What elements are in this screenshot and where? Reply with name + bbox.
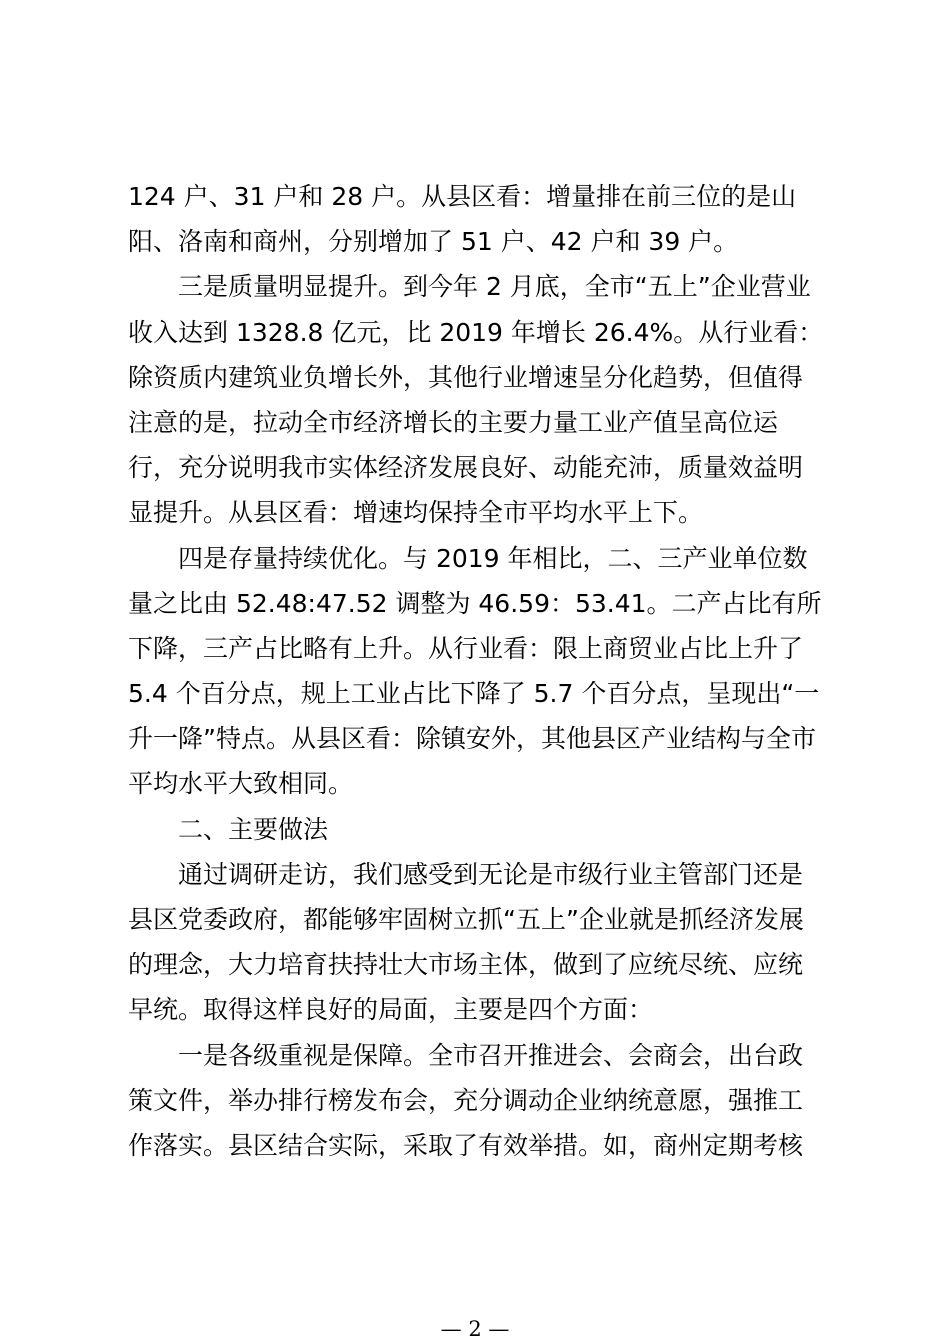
text-line: 量之比由 52.48:47.52 调整为 46.59：53.41。二产占比有所 [128,588,822,618]
text-line: 升一降”特点。从县区看：除镇安外，其他县区产业结构与全市 [128,724,816,754]
text-line: 阳、洛南和商州，分别增加了 51 户、42 户和 39 户。 [128,227,739,257]
body-text [128,174,833,1168]
paragraph-start-line: 三是质量明显提升。到今年 2 月底，全市“五上”企业营业 [178,272,811,302]
paragraph-start-line: 四是存量持续优化。与 2019 年相比，二、三产业单位数 [178,543,808,573]
text-line: 作落实。县区结合实际，采取了有效举措。如，商州定期考核 [128,1130,804,1160]
text-line: 县区党委政府，都能够牢固树立抓“五上”企业就是抓经济发展 [128,905,804,934]
text-line: 124 户、31 户和 28 户。从县区看：增量排在前三位的是山 [128,182,797,211]
text-line: 除资质内建筑业负增长外，其他行业增速呈分化趋势，但值得 [128,362,804,392]
text-line: 早统。取得这样良好的局面，主要是四个方面： [128,995,654,1025]
text-line: 行，充分说明我市实体经济发展良好、动能充沛，质量效益明 [128,453,804,483]
text-line: 策文件，举办排行榜发布会，充分调动企业纳统意愿，强推工 [128,1085,804,1115]
text-line: 显提升。从县区看：增速均保持全市平均水平上下。 [128,498,704,528]
text-line: 平均水平大致相同。 [128,769,354,799]
section-heading: 二、主要做法 [178,814,329,844]
text-line: 5.4 个百分点，规上工业占比下降了 5.7 个百分点，呈现出“一 [128,679,820,709]
paragraph-start-line: 通过调研走访，我们感受到无论是市级行业主管部门还是 [178,859,804,889]
page-number: — 2 — [440,1317,510,1341]
paragraph-start-line: 一是各级重视是保障。全市召开推进会、会商会，出台政 [178,1040,804,1070]
text-line: 注意的是，拉动全市经济增长的主要力量工业产值呈高位运 [128,407,779,437]
text-line: 下降，三产占比略有上升。从行业看：限上商贸业占比上升了 [128,633,804,663]
text-line: 收入达到 1328.8 亿元，比 2019 年增长 26.4%。从行业看： [128,317,824,347]
text-line: 的理念，大力培育扶持壮大市场主体，做到了应统尽统、应统 [128,950,804,980]
